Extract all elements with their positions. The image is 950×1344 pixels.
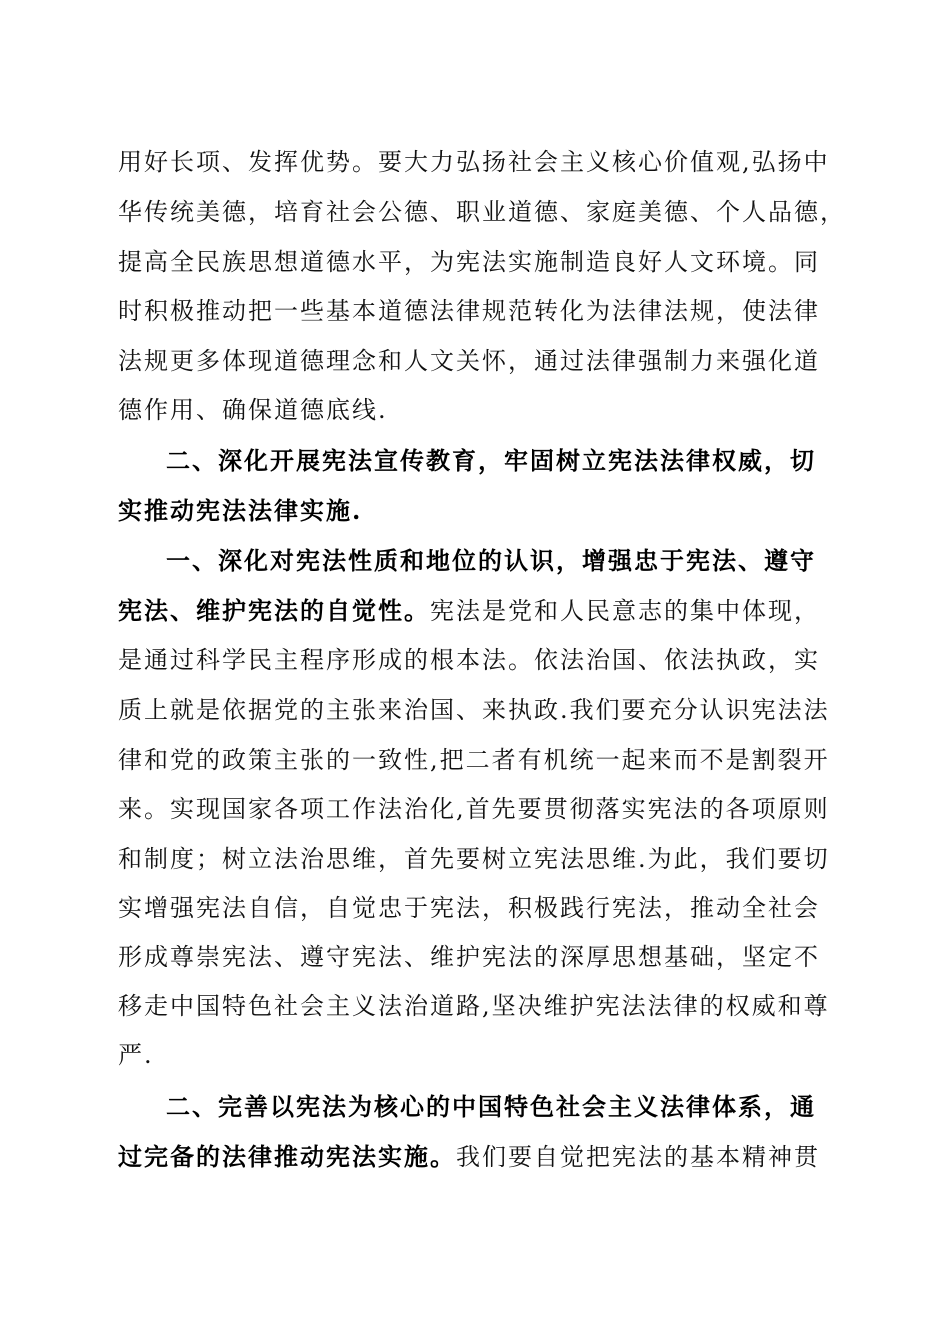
text-line: 华传统美德，培育社会公德、职业道德、家庭美德、个人品德， bbox=[118, 198, 846, 226]
subsection-heading: 一、深化对宪法性质和地位的认识，增强忠于宪法、遵守 bbox=[166, 546, 816, 575]
text-line: 用好长项、发挥优势。要大力弘扬社会主义核心价值观,弘扬中 bbox=[118, 148, 830, 176]
inline-text: 我们要自觉把宪法的基本精神贯 bbox=[456, 1143, 820, 1171]
text-line: 律和党的政策主张的一致性,把二者有机统一起来而不是割裂开 bbox=[118, 746, 830, 774]
text-line: 移走中国特色社会主义法治道路,坚决维护宪法法律的权威和尊 bbox=[118, 992, 830, 1020]
text-line: 是通过科学民主程序形成的根本法。依法治国、依法执政，实 bbox=[118, 646, 820, 674]
inline-text: 宪法是党和人民意志的集中体现， bbox=[430, 597, 820, 625]
subsection-heading-continued: 宪法、维护宪法的自觉性。 bbox=[118, 596, 430, 625]
text-line: 德作用、确保道德底线. bbox=[118, 396, 388, 424]
text-line: 质上就是依据党的主张来治国、来执政.我们要充分认识宪法法 bbox=[118, 696, 830, 724]
text-line: 和制度；树立法治思维，首先要树立宪法思维.为此，我们要切 bbox=[118, 845, 830, 873]
text-line: 提高全民族思想道德水平，为宪法实施制造良好人文环境。同 bbox=[118, 248, 820, 276]
mixed-line bbox=[118, 591, 838, 631]
text-line: 实增强宪法自信，自觉忠于宪法，积极践行宪法，推动全社会 bbox=[118, 894, 820, 922]
text-line: 法规更多体现道德理念和人文关怀，通过法律强制力来强化道 bbox=[118, 347, 820, 375]
section-heading-continued: 实推动宪法法律实施. bbox=[118, 496, 363, 525]
mixed-line bbox=[118, 1137, 838, 1177]
text-line: 严. bbox=[118, 1041, 154, 1069]
subsection-heading-continued: 过完备的法律推动宪法实施。 bbox=[118, 1142, 456, 1171]
subsection-heading: 二、完善以宪法为核心的中国特色社会主义法律体系，通 bbox=[166, 1092, 816, 1121]
text-line: 形成尊崇宪法、遵守宪法、维护宪法的深厚思想基础，坚定不 bbox=[118, 943, 820, 971]
section-heading: 二、深化开展宪法宣传教育，牢固树立宪法法律权威，切 bbox=[166, 446, 816, 475]
text-line: 来。实现国家各项工作法治化,首先要贯彻落实宪法的各项原则 bbox=[118, 795, 830, 823]
text-line: 时积极推动把一些基本道德法律规范转化为法律法规，使法律 bbox=[118, 297, 820, 325]
